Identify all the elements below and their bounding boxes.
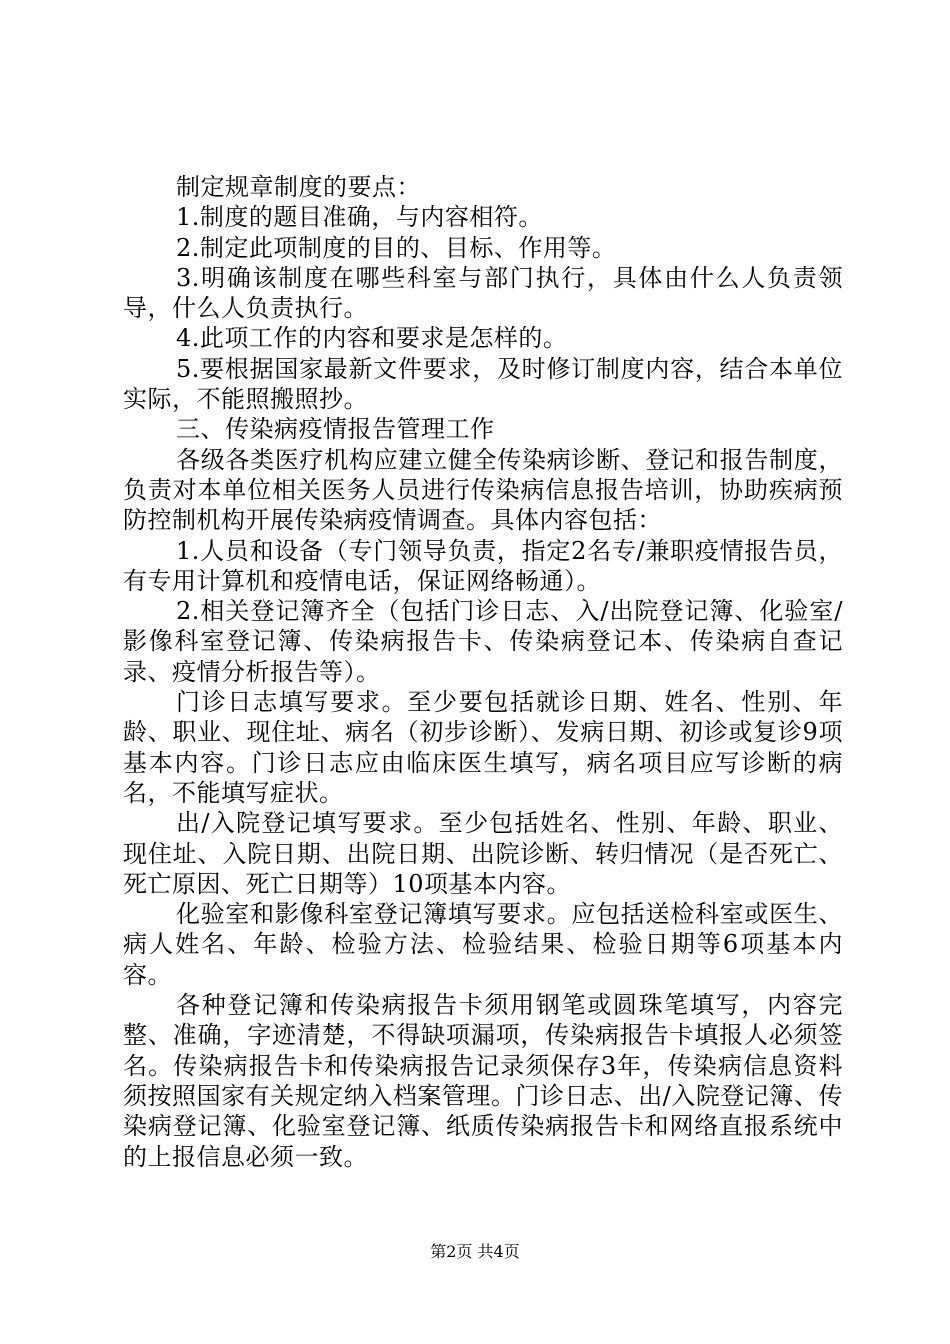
paragraph-point-2: 2.制定此项制度的目的、目标、作用等。: [176, 233, 617, 262]
paragraph-lab-log: 化验室和影像科室登记簿填写要求。应包括送检科室或医生、病人姓名、年龄、检验方法、检验结果、检验日期等6项基本内容。: [123, 900, 843, 989]
document-body: [123, 172, 843, 1172]
paragraph-heading-key-points: 制定规章制度的要点：: [176, 173, 421, 201]
paragraph-intro: 各级各类医疗机构应建立健全传染病诊断、登记和报告制度，负责对本单位相关医务人员进行传染病信息报告培训，协助疾病预防控制机构开展传染病疫情调查。具体内容包括：: [123, 445, 843, 535]
paragraph-point-3: 3.明确该制度在哪些科室与部门执行，具体由什么人负责领导，什么人负责执行。: [123, 263, 843, 323]
paragraph-point-1: 1.制度的题目准确，与内容相符。: [176, 203, 543, 232]
paragraph-records-requirements: 各种登记簿和传染病报告卡须用钢笔或圆珠笔填写，内容完整、准确，字迹清楚，不得缺项漏项，传染病报告卡填报人必须签名。传染病报告卡和传染病报告记录须保存3年，传染病信息资料须按照国家有关规定纳入档案管理。门诊日志、出/入院登记簿、传染病登记簿、化验室登记簿、纸质传染病报告卡和网络直报系统中的上报信息必须一致。: [123, 991, 843, 1171]
page-number-footer: 第2页 共4页: [430, 1242, 520, 1261]
paragraph-point-4: 4.此项工作的内容和要求是怎样的。: [176, 324, 568, 353]
paragraph-item-1: 1.人员和设备（专门领导负责，指定2名专/兼职疫情报告员，有专用计算机和疫情电话，保证网络畅通）。: [123, 536, 843, 595]
paragraph-outpatient-log: 门诊日志填写要求。至少要包括就诊日期、姓名、性别、年龄、职业、现住址、病名（初步诊断）、发病日期、初诊或复诊9项基本内容。门诊日志应由临床医生填写，病名项目应写诊断的病名，不能填写症状。: [123, 688, 843, 807]
section-heading-3: 三、传染病疫情报告管理工作: [176, 415, 495, 444]
paragraph-item-2: 2.相关登记簿齐全（包括门诊日志、入/出院登记簿、化验室/影像科室登记簿、传染病报告卡、传染病登记本、传染病自查记录、疫情分析报告等）。: [123, 597, 843, 686]
paragraph-admission-log: 出/入院登记填写要求。至少包括姓名、性别、年龄、职业、现住址、入院日期、出院日期、出院诊断、转归情况（是否死亡、死亡原因、死亡日期等）10项基本内容。: [123, 809, 843, 898]
paragraph-point-5: 5.要根据国家最新文件要求，及时修订制度内容，结合本单位实际，不能照搬照抄。: [123, 354, 843, 414]
